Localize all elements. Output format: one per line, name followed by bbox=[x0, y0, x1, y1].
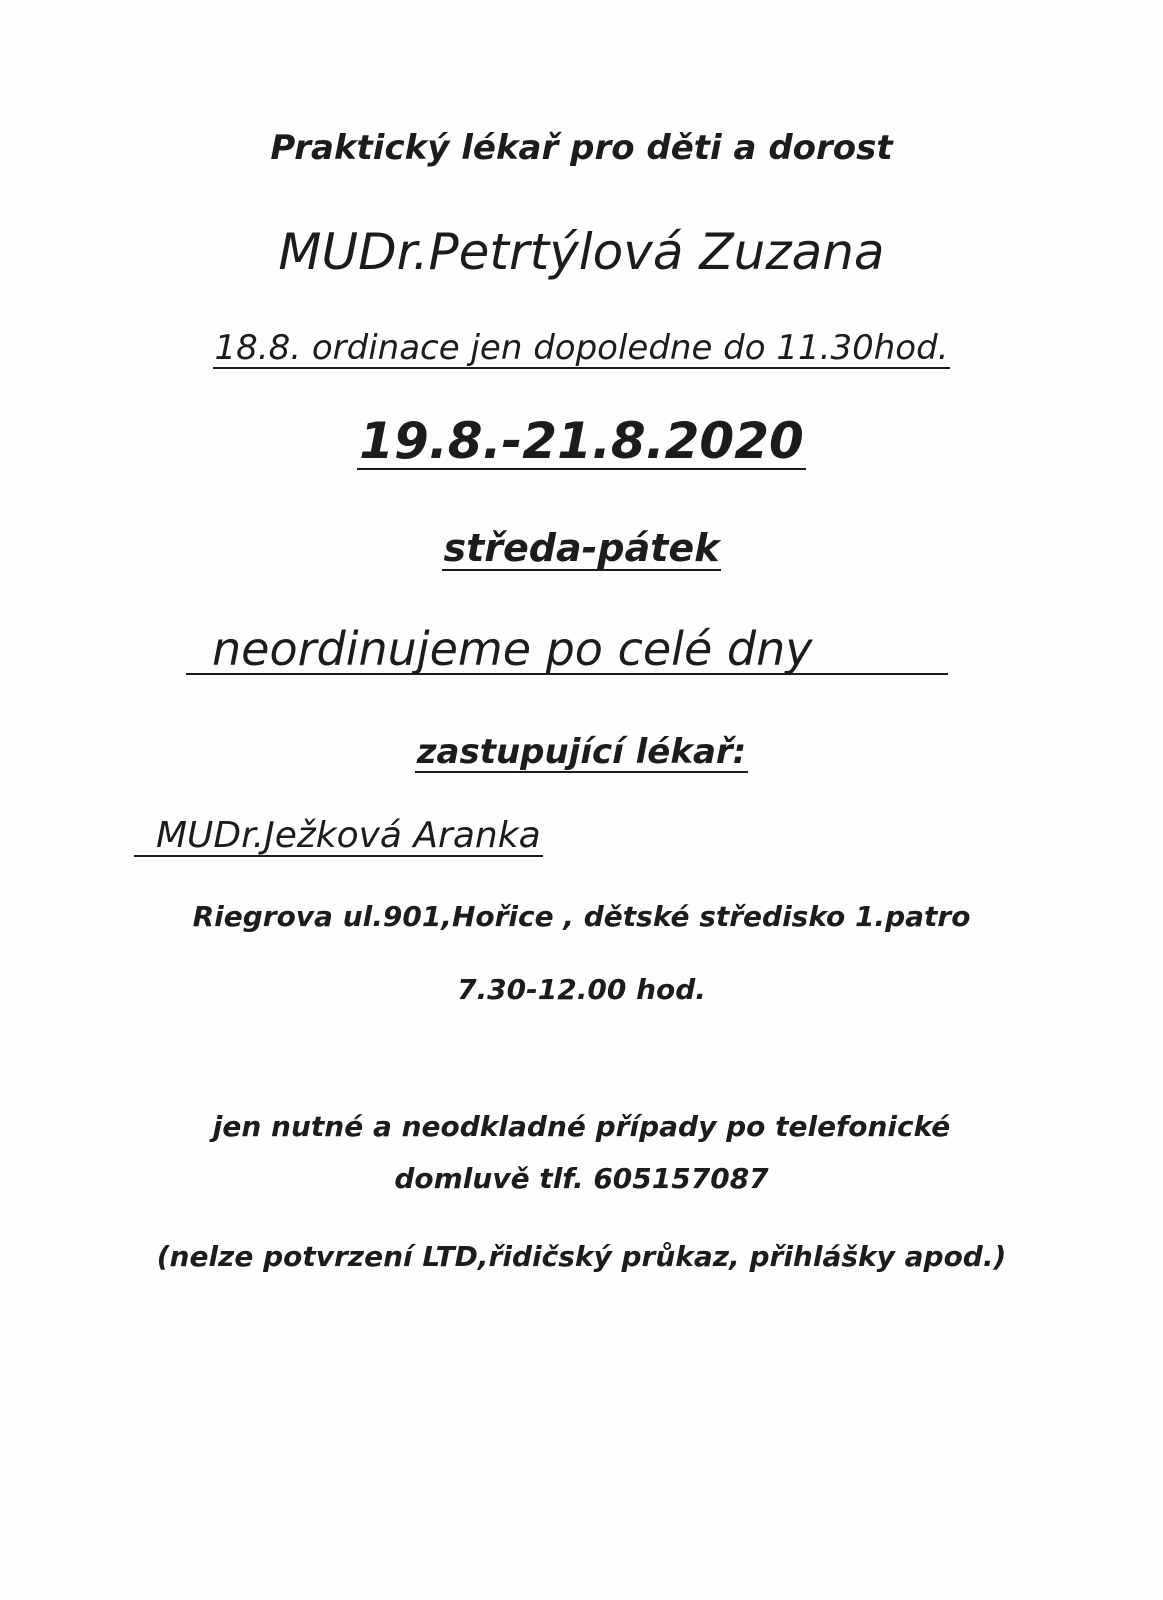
substitute-label-text: zastupující lékař: bbox=[416, 732, 747, 772]
substitute-doctor-name-text: MUDr.Ježková Aranka bbox=[134, 817, 543, 857]
substitute-doctor-name bbox=[134, 815, 543, 857]
closure-statement-text: neordinujeme po celé dny bbox=[186, 625, 948, 675]
reduced-hours-note bbox=[0, 328, 1163, 369]
doctor-name bbox=[0, 223, 1163, 281]
exclusions-note bbox=[0, 1240, 1163, 1273]
closure-statement bbox=[186, 622, 948, 676]
substitute-address bbox=[0, 900, 1163, 933]
closure-days bbox=[0, 526, 1163, 571]
urgent-cases-note-text: jen nutné a neodkladné případy po telefonické bbox=[212, 1110, 951, 1143]
notice-title bbox=[0, 128, 1163, 168]
closure-days-text: středa-pátek bbox=[443, 526, 720, 570]
substitute-label bbox=[0, 732, 1163, 773]
notice-title-text: Praktický lékař pro děti a dorost bbox=[270, 128, 893, 168]
phone-contact-text: domluvě tlf. 605157087 bbox=[394, 1162, 769, 1195]
substitute-hours bbox=[0, 973, 1163, 1006]
doctor-name-text: MUDr.Petrtýlová Zuzana bbox=[278, 223, 885, 281]
substitute-address-text: Riegrova ul.901,Hořice , dětské středisko 1.patro bbox=[192, 900, 971, 933]
reduced-hours-note-text: 18.8. ordinace jen dopoledne do 11.30hod. bbox=[214, 328, 949, 368]
urgent-cases-note bbox=[0, 1110, 1163, 1143]
exclusions-note-text: (nelze potvrzení LTD,řidičský průkaz, přihlášky apod.) bbox=[156, 1240, 1007, 1273]
closure-dates-text: 19.8.-21.8.2020 bbox=[359, 412, 804, 470]
closure-dates bbox=[0, 412, 1163, 470]
substitute-hours-text: 7.30-12.00 hod. bbox=[457, 973, 706, 1006]
phone-contact bbox=[0, 1162, 1163, 1195]
